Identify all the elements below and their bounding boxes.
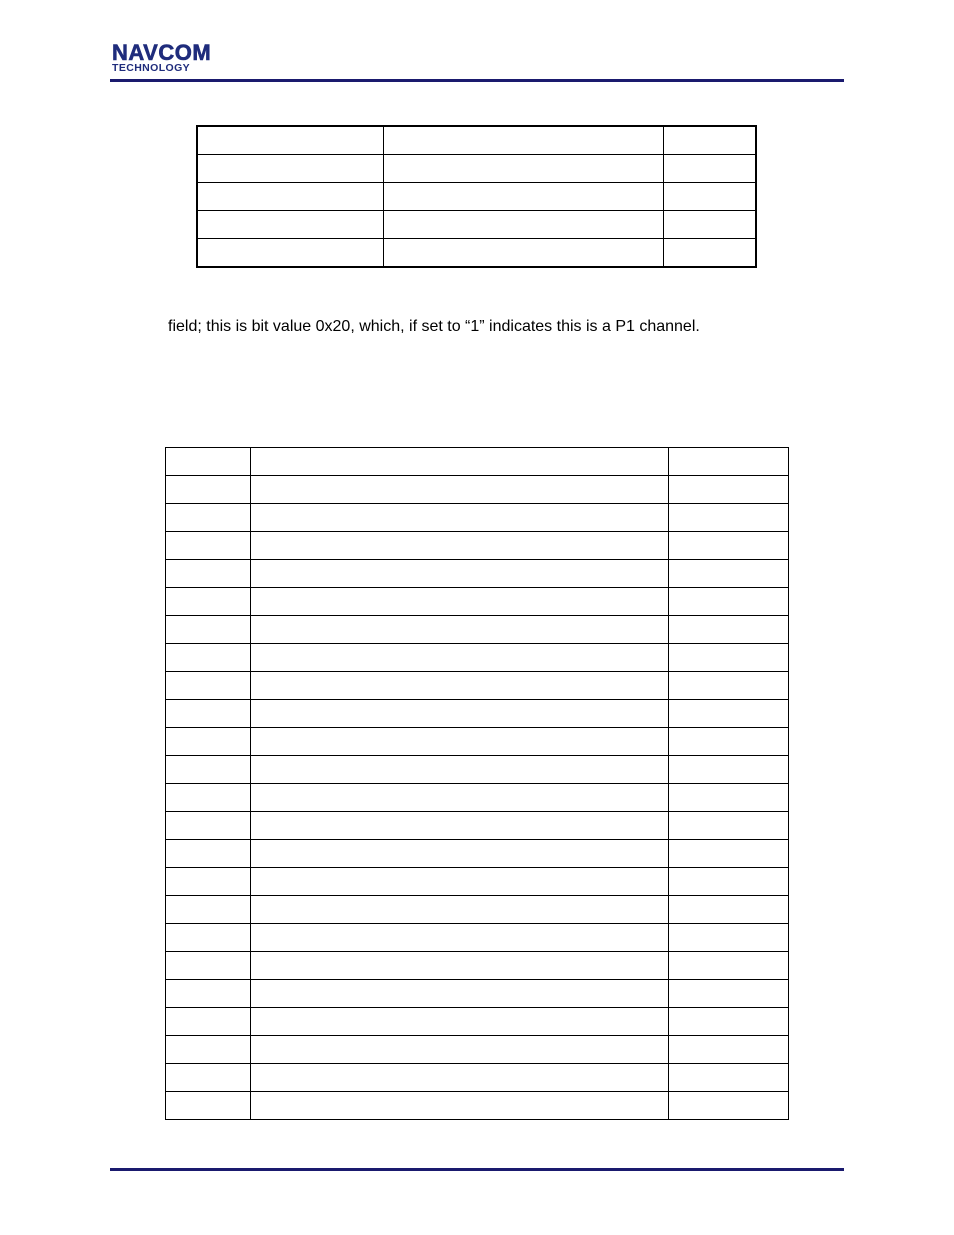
table-row bbox=[166, 504, 789, 532]
table-cell bbox=[251, 644, 669, 672]
table-row bbox=[166, 1008, 789, 1036]
table-cell bbox=[669, 1036, 789, 1064]
table-cell bbox=[251, 1092, 669, 1120]
table-row bbox=[166, 952, 789, 980]
table-cell bbox=[669, 700, 789, 728]
table-cell bbox=[251, 756, 669, 784]
table-cell bbox=[166, 588, 251, 616]
table-cell bbox=[669, 616, 789, 644]
table-cell bbox=[251, 616, 669, 644]
table-cell bbox=[166, 504, 251, 532]
logo-subtitle: TECHNOLOGY bbox=[112, 62, 191, 74]
table-cell bbox=[166, 1036, 251, 1064]
table-row bbox=[166, 1064, 789, 1092]
table-row bbox=[197, 239, 756, 268]
table-row bbox=[166, 448, 789, 476]
table-cell bbox=[669, 1092, 789, 1120]
table-row bbox=[197, 126, 756, 155]
table-row bbox=[166, 868, 789, 896]
table-cell bbox=[166, 812, 251, 840]
table-cell bbox=[669, 644, 789, 672]
table-cell bbox=[383, 126, 663, 155]
table-bottom bbox=[165, 447, 789, 1120]
table-cell bbox=[166, 532, 251, 560]
table-cell bbox=[197, 239, 383, 268]
table-cell bbox=[251, 952, 669, 980]
table-cell bbox=[166, 840, 251, 868]
table-cell bbox=[251, 980, 669, 1008]
table-cell bbox=[251, 588, 669, 616]
table-cell bbox=[669, 840, 789, 868]
table-row bbox=[166, 560, 789, 588]
table-row bbox=[166, 784, 789, 812]
table-cell bbox=[669, 504, 789, 532]
table-cell bbox=[669, 448, 789, 476]
table-cell bbox=[251, 896, 669, 924]
table-cell bbox=[166, 924, 251, 952]
table-row bbox=[166, 644, 789, 672]
table-cell bbox=[669, 756, 789, 784]
table-cell bbox=[669, 1008, 789, 1036]
table-row bbox=[166, 840, 789, 868]
table-cell bbox=[166, 644, 251, 672]
table-cell bbox=[197, 155, 383, 183]
table-cell bbox=[251, 1036, 669, 1064]
table-cell bbox=[383, 183, 663, 211]
table-cell bbox=[383, 211, 663, 239]
table-cell bbox=[197, 211, 383, 239]
table-cell bbox=[251, 504, 669, 532]
table-row bbox=[166, 896, 789, 924]
table-cell bbox=[669, 980, 789, 1008]
table-cell bbox=[166, 476, 251, 504]
table-cell bbox=[669, 588, 789, 616]
table-cell bbox=[251, 700, 669, 728]
table-cell bbox=[663, 126, 756, 155]
table-row bbox=[166, 532, 789, 560]
table-cell bbox=[197, 126, 383, 155]
table-cell bbox=[669, 560, 789, 588]
table-cell bbox=[166, 868, 251, 896]
table-cell bbox=[251, 840, 669, 868]
table-cell bbox=[383, 155, 663, 183]
table-cell bbox=[669, 728, 789, 756]
table-row bbox=[166, 1092, 789, 1120]
table-cell bbox=[251, 532, 669, 560]
table-row bbox=[166, 616, 789, 644]
table-row bbox=[166, 672, 789, 700]
table-cell bbox=[669, 672, 789, 700]
navcom-logo bbox=[112, 40, 236, 74]
table-cell bbox=[663, 239, 756, 268]
table-row bbox=[166, 812, 789, 840]
table-cell bbox=[669, 784, 789, 812]
table-cell bbox=[166, 560, 251, 588]
table-row bbox=[166, 728, 789, 756]
table-cell bbox=[166, 980, 251, 1008]
table-cell bbox=[251, 1008, 669, 1036]
table-row bbox=[166, 980, 789, 1008]
table-cell bbox=[166, 616, 251, 644]
table-cell bbox=[251, 448, 669, 476]
table-cell bbox=[251, 728, 669, 756]
table-row bbox=[166, 476, 789, 504]
table-cell bbox=[251, 868, 669, 896]
table-cell bbox=[166, 728, 251, 756]
table-cell bbox=[166, 1064, 251, 1092]
table-cell bbox=[669, 896, 789, 924]
table-cell bbox=[166, 952, 251, 980]
table-row bbox=[166, 1036, 789, 1064]
table-cell bbox=[166, 448, 251, 476]
table-cell bbox=[669, 476, 789, 504]
table-cell bbox=[166, 756, 251, 784]
table-row bbox=[197, 183, 756, 211]
table-cell bbox=[669, 532, 789, 560]
body-paragraph: field; this is bit value 0x20, which, if set to “1” indicates this is a P1 channel. bbox=[168, 318, 700, 335]
table-cell bbox=[383, 239, 663, 268]
footer-rule bbox=[110, 1168, 844, 1171]
table-cell bbox=[669, 924, 789, 952]
table-cell bbox=[166, 1092, 251, 1120]
table-cell bbox=[669, 812, 789, 840]
header-rule bbox=[110, 79, 844, 82]
table-cell bbox=[663, 155, 756, 183]
table-cell bbox=[166, 784, 251, 812]
table-cell bbox=[663, 183, 756, 211]
table-cell bbox=[251, 476, 669, 504]
table-row bbox=[166, 756, 789, 784]
table-top bbox=[196, 125, 757, 268]
table-cell bbox=[251, 784, 669, 812]
table-cell bbox=[166, 1008, 251, 1036]
table-cell bbox=[166, 896, 251, 924]
table-cell bbox=[166, 672, 251, 700]
table-row bbox=[166, 700, 789, 728]
table-cell bbox=[251, 1064, 669, 1092]
table-cell bbox=[663, 211, 756, 239]
table-row bbox=[197, 211, 756, 239]
table-row bbox=[197, 155, 756, 183]
table-cell bbox=[669, 868, 789, 896]
table-cell bbox=[251, 560, 669, 588]
logo-wordmark: NAVCOM bbox=[112, 40, 212, 65]
table-row bbox=[166, 588, 789, 616]
table-cell bbox=[251, 812, 669, 840]
table-row bbox=[166, 924, 789, 952]
table-cell bbox=[669, 952, 789, 980]
table-cell bbox=[166, 700, 251, 728]
table-cell bbox=[251, 672, 669, 700]
table-cell bbox=[669, 1064, 789, 1092]
table-cell bbox=[251, 924, 669, 952]
table-cell bbox=[197, 183, 383, 211]
